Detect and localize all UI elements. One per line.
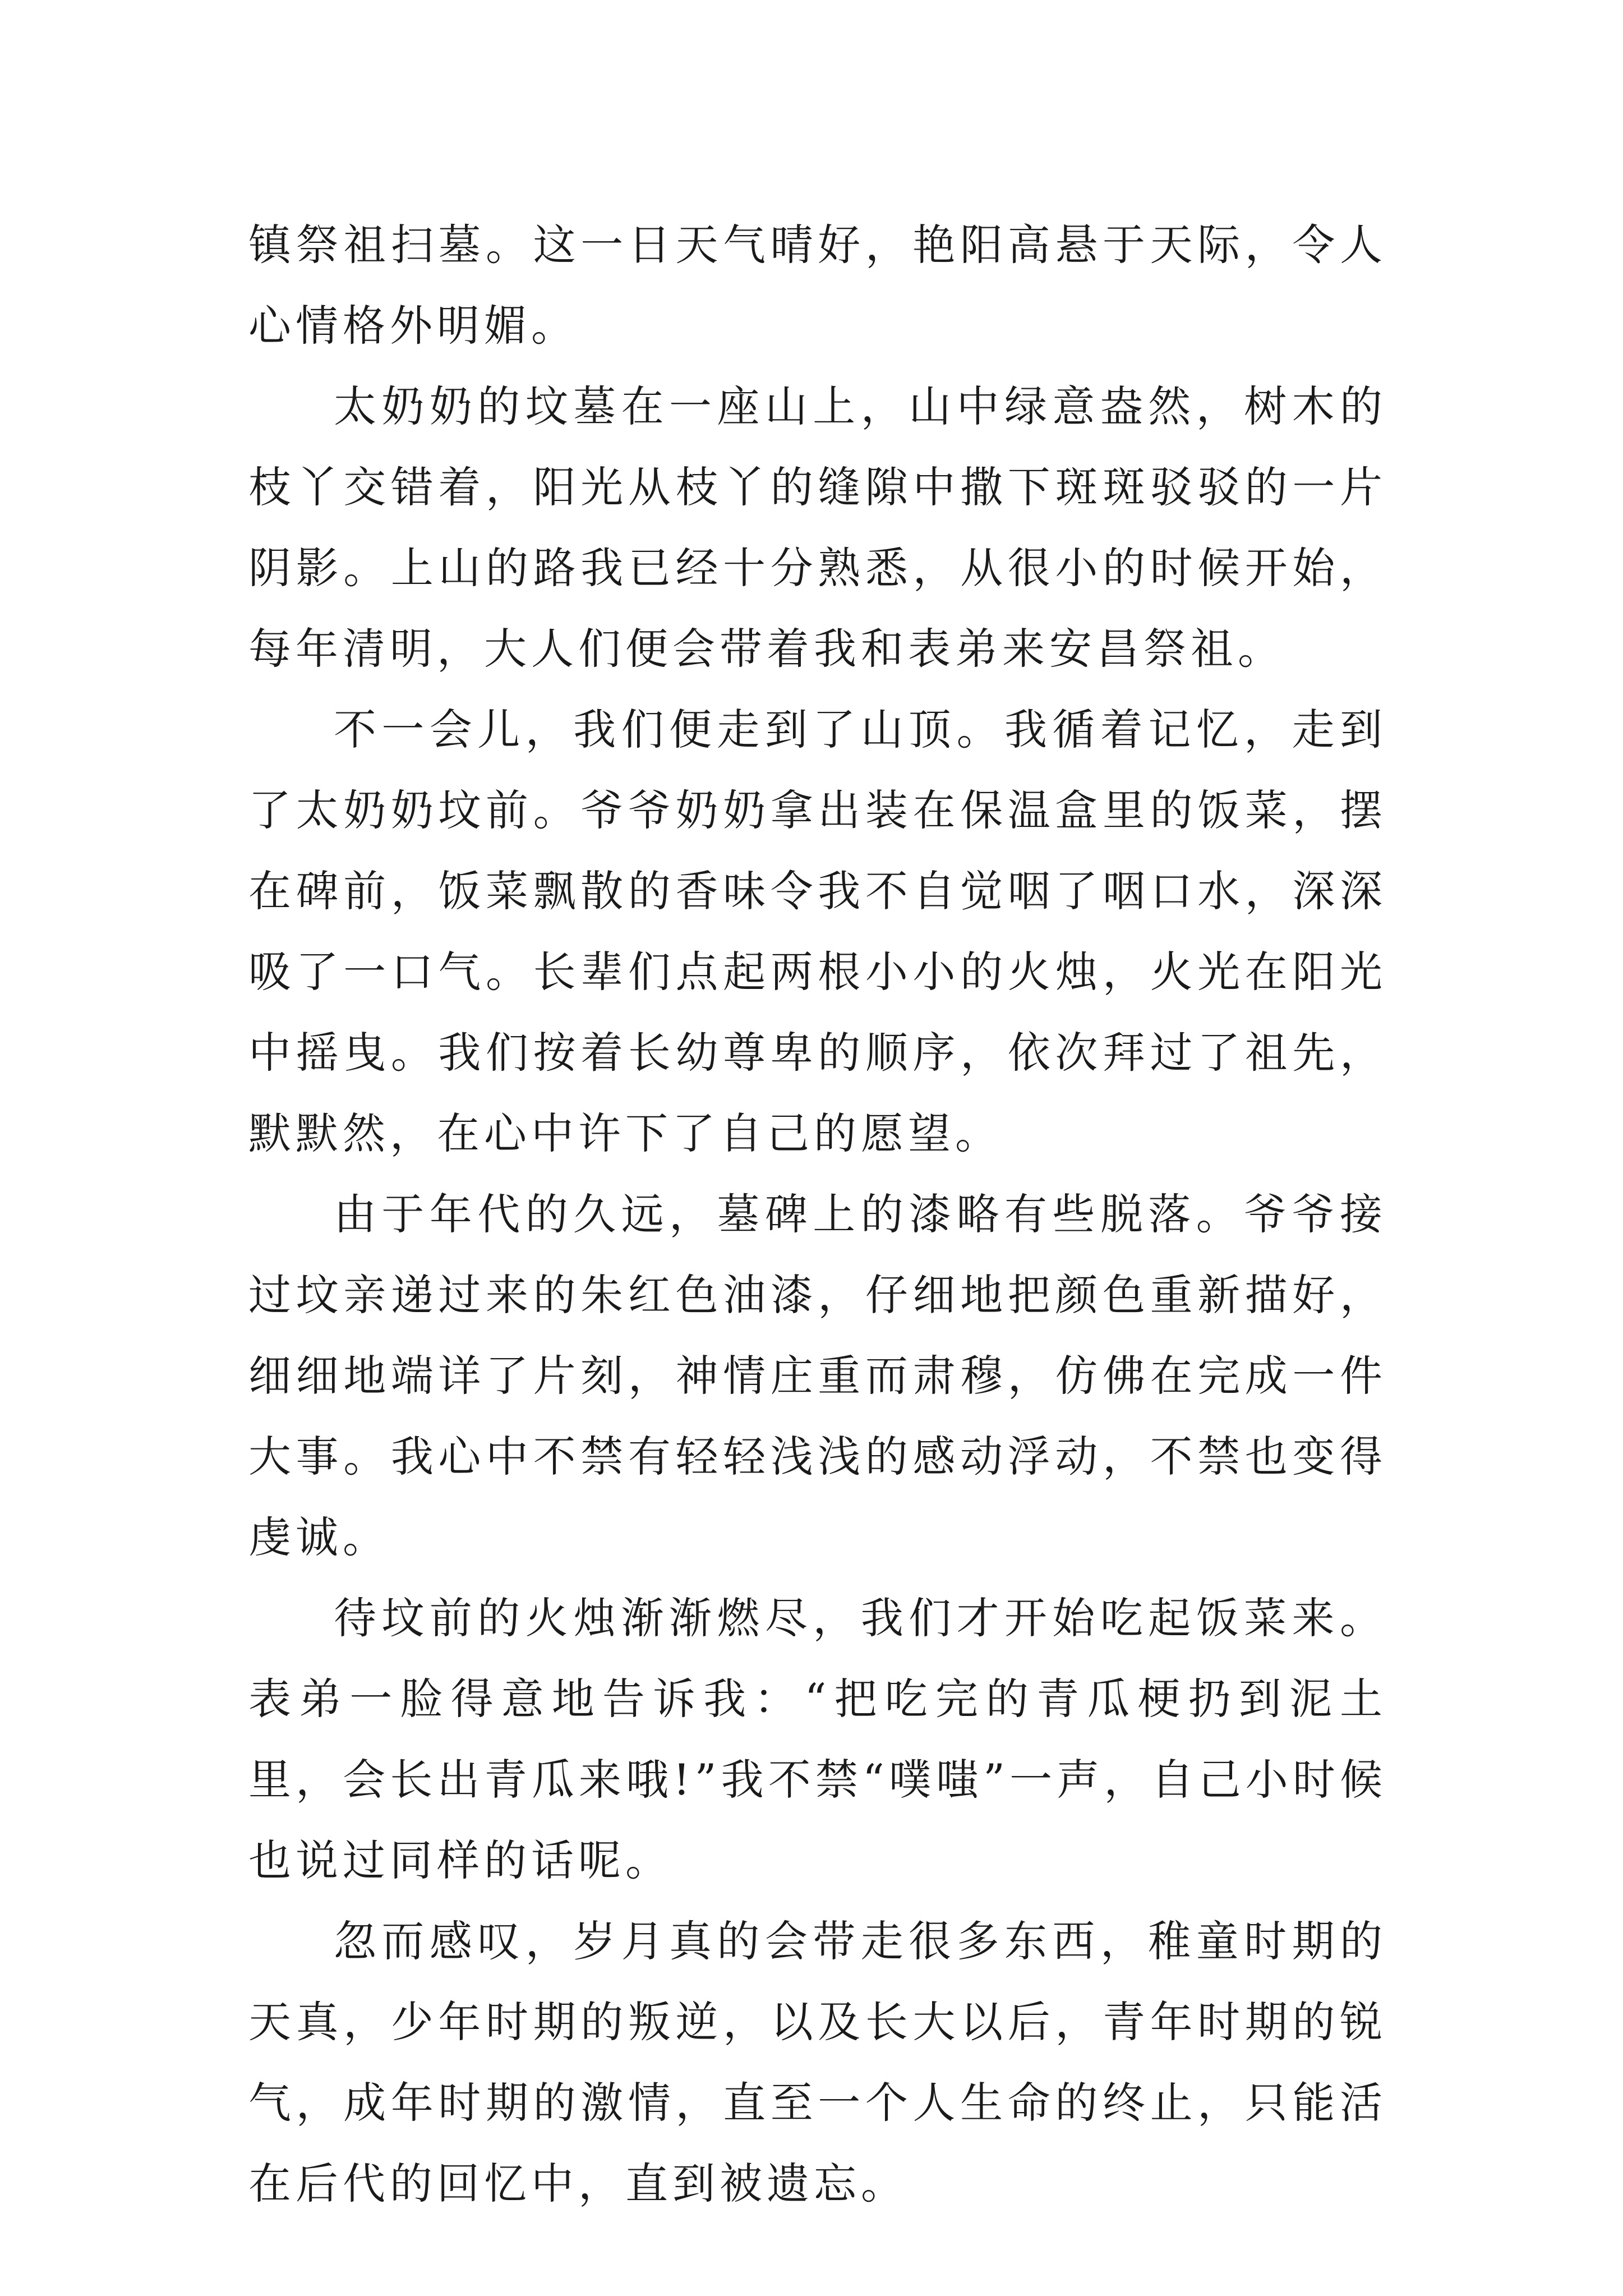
paragraph-3: 不一会儿，我们便走到了山顶。我循着记忆，走到了太奶奶坟前。爷爷奶奶拿出装在保温盒里的饭菜，摆在碑前，饭菜飘散的香味令我不自觉咽了咽口水，深深吸了一口气。长辈们点起两根小小的火烛，火光在阳光中摇曳。我们按着长幼尊卑的顺序，依次拜过了祖先，默默然，在心中许下了自己的愿望。 — [248, 705, 1387, 1158]
paragraph-1: 镇祭祖扫墓。这一日天气晴好，艳阳高悬于天际，令人心情格外明媚。 — [248, 220, 1387, 351]
paragraph-4: 由于年代的久远，墓碑上的漆略有些脱落。爷爷接过坟亲递过来的朱红色油漆，仔细地把颜色重新描好，细细地端详了片刻，神情庄重而肃穆，仿佛在完成一件大事。我心中不禁有轻轻浅浅的感动浮动，不禁也变得虔诚。 — [248, 1189, 1387, 1562]
paragraph-6: 忽而感叹，岁月真的会带走很多东西，稚童时期的天真，少年时期的叛逆，以及长大以后，青年时期的锐气，成年时期的激情，直至一个人生命的终止，只能活在后代的回忆中，直到被遗忘。 — [248, 1916, 1387, 2208]
paragraph-5: 待坟前的火烛渐渐燃尽，我们才开始吃起饭菜来。表弟一脸得意地告诉我：“把吃完的青瓜梗扔到泥土里，会长出青瓜来哦!”我不禁“噗嗤”一声，自己小时候也说过同样的话呢。 — [248, 1593, 1387, 1885]
paragraph-2: 太奶奶的坟墓在一座山上，山中绿意盎然，树木的枝丫交错着，阳光从枝丫的缝隙中撒下斑斑驳驳的一片阴影。上山的路我已经十分熟悉，从很小的时候开始，每年清明，大人们便会带着我和表弟来安昌祭祖。 — [248, 381, 1387, 674]
document-body — [248, 205, 1387, 2224]
